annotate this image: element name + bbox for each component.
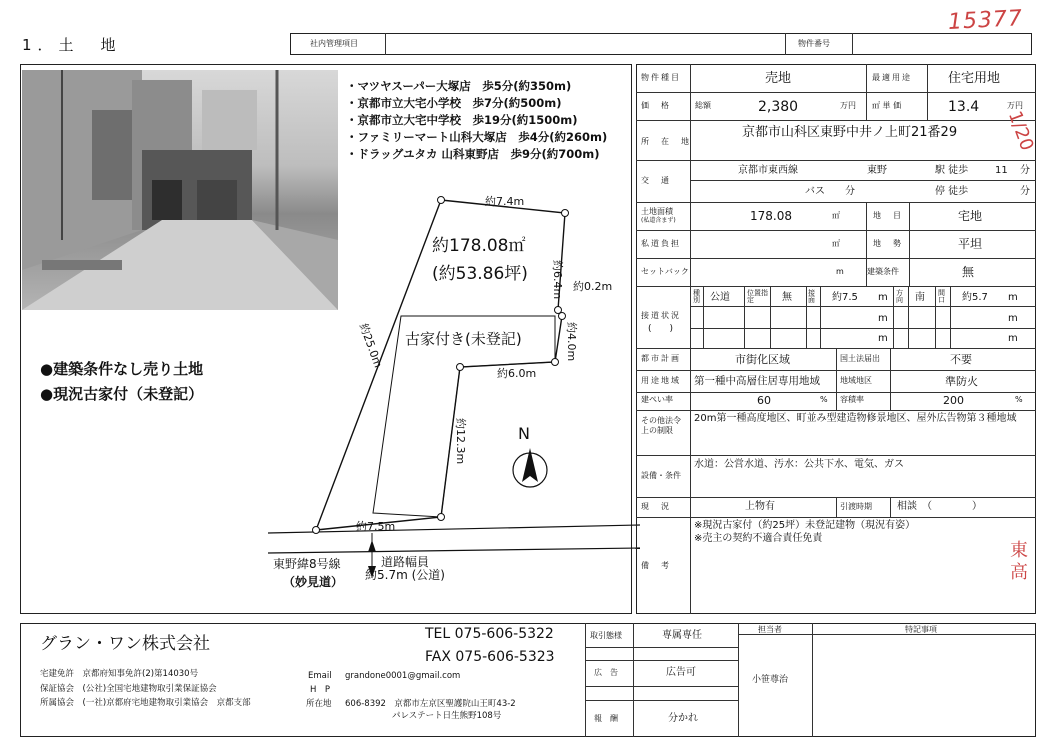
contact-dir-1: 南 <box>915 292 925 303</box>
edge-left: 約25.0m <box>356 321 385 370</box>
setback-unit: m <box>836 267 844 276</box>
nearby-item: ・ドラッグユタカ 山科東野店 歩9分(約700m) <box>346 147 600 161</box>
nearby-item: ・ファミリーマート山科大塚店 歩4分(約260m) <box>346 130 608 144</box>
mode-label: 取引態様 <box>590 631 622 640</box>
far-pct: % <box>1015 395 1023 404</box>
headline-no-condition: ●建築条件なし売り土地 <box>40 360 204 378</box>
fee-label: 報 酬 <box>594 714 618 723</box>
land-cat-label: 地 目 <box>873 211 903 220</box>
tel: TEL 075-606-5322 <box>425 626 554 642</box>
edge-inner-h: 約6.0m <box>497 367 537 380</box>
access-label: 交 通 <box>641 176 671 185</box>
zoning-value: 第一種中高層住居専用地域 <box>694 375 820 387</box>
mgmt-label: 社内管理項目 <box>310 39 358 48</box>
email-label: Email <box>308 671 332 681</box>
status-value: 上物有 <box>745 501 775 512</box>
edge-right-upper: 約6.4m <box>551 260 564 300</box>
person-value: 小笹尊治 <box>752 675 789 685</box>
best-use-value: 住宅用地 <box>948 71 1001 86</box>
handover-label: 引渡時期 <box>840 502 872 511</box>
plot-area-tsubo: (約53.86坪) <box>432 264 528 284</box>
other-law-label: その他法令上の制限 <box>641 416 681 435</box>
price-label: 価 格 <box>641 101 671 110</box>
contact-paren: ( ) <box>648 324 674 334</box>
per-m2-unit: 万円 <box>1007 101 1023 110</box>
bus-min-label: 分 <box>845 186 855 197</box>
station-label: 駅 徒歩 <box>935 165 969 176</box>
addr2: パレステート日生熊野108号 <box>392 711 502 721</box>
remark-item: ※売主の契約不適合責任免責 <box>694 533 823 544</box>
contact-m-3: m <box>878 333 888 344</box>
build-cond-label: 建築条件 <box>867 267 899 276</box>
per-m2-label: ㎡ 単 価 <box>872 101 902 110</box>
contact-m-2: m <box>878 313 888 324</box>
addr1: 606-8392 京都市左京区聖護院山王町43-2 <box>345 699 516 709</box>
road-name: 東野緯8号線 <box>273 557 341 571</box>
contact-m-1b: m <box>1008 292 1018 303</box>
walk-min: 11 <box>995 165 1008 176</box>
remarks-label: 備 考 <box>641 561 671 570</box>
handwritten-stamp: 東 高 <box>1010 540 1028 583</box>
price-unit: 万円 <box>840 101 856 110</box>
stop-min-label: 分 <box>1020 186 1030 197</box>
terrain-label: 地 勢 <box>873 239 903 248</box>
license: 宅建免許 京都府知事免許(2)第14030号 <box>40 669 199 679</box>
contact-m-3b: m <box>1008 333 1018 344</box>
zoning-label: 用途地域 <box>641 376 681 385</box>
road-width: 約5.7m (公道) <box>365 568 445 582</box>
addr-label: 所在地 <box>306 699 332 709</box>
contact-hdr-width: 接面 <box>808 289 815 304</box>
city-plan-value: 市街化区域 <box>735 353 790 366</box>
guarantee: 保証協会 (公社)全国宅地建物取引業保証協会 <box>40 684 217 694</box>
private-road-label: 私道負担 <box>641 239 681 248</box>
contact-hdr-frontage: 間口 <box>938 289 945 304</box>
location-value: 京都市山科区東野中井ノ上町21番29 <box>742 125 958 140</box>
contact-frontage-1: 約5.7 <box>962 292 988 303</box>
house-label: 古家付き(未登記) <box>405 330 522 348</box>
prop-no-label: 物件番号 <box>798 39 830 48</box>
nearby-item: ・京都市立大宅小学校 歩7分(約500m) <box>346 96 562 110</box>
handover-value: 相談 （ ） <box>897 501 982 512</box>
contact-designated-1: 無 <box>782 292 792 303</box>
private-road-unit: ㎡ <box>832 239 840 248</box>
land-area-value: 178.08 <box>750 209 792 223</box>
nat-land-value: 不要 <box>950 353 972 366</box>
land-area-unit: ㎡ <box>832 211 840 220</box>
plot-area: 約178.08㎡ <box>432 236 526 256</box>
north-label: N <box>518 424 530 443</box>
nearby-item: ・マツヤスーパー大塚店 歩5分(約350m) <box>346 79 572 93</box>
bcr-value: 60 <box>757 394 771 407</box>
line-value: 京都市東西線 <box>738 165 798 176</box>
per-m2-value: 13.4 <box>948 99 980 115</box>
nat-land-label: 国土法届出 <box>840 354 880 363</box>
contact-hdr-designated: 位置指定 <box>747 289 768 304</box>
other-law-value: 20m第一種高度地区、町並み型建造物修景地区、屋外広告物第３種地域 <box>694 413 1017 424</box>
best-use-label: 最適用途 <box>872 73 912 82</box>
contact-hdr-dir: 方向 <box>896 289 903 304</box>
land-area-label: 土地面積 <box>641 207 673 216</box>
price-total: 2,380 <box>758 99 799 115</box>
contact-hdr-kind: 種別 <box>693 289 700 304</box>
far-label: 容積率 <box>840 395 864 404</box>
association: 所属協会 (一社)京都府宅地建物取引業協会 京都支部 <box>40 698 251 708</box>
section-title: 1．土 地 <box>22 36 122 54</box>
facilities-label: 設備・条件 <box>641 471 681 480</box>
fee-value: 分かれ <box>668 713 698 724</box>
far-value: 200 <box>943 394 964 407</box>
remark-item: ※現況古家付（約25坪）未登記建物（現況有姿） <box>694 520 916 531</box>
ad-label: 広 告 <box>594 668 618 677</box>
setback-label: セットバック <box>641 267 689 276</box>
min-label: 分 <box>1020 165 1030 176</box>
status-label: 現 況 <box>641 502 671 511</box>
district-value: 準防火 <box>945 375 978 388</box>
email: grandone0001@gmail.com <box>345 671 461 681</box>
contact-label: 接道状況 <box>641 311 681 320</box>
fax: FAX 075-606-5323 <box>425 649 555 665</box>
edge-top: 約7.4m <box>485 195 525 208</box>
location-label: 所 在 地 <box>641 137 691 146</box>
handwritten-number: 15377 <box>947 6 1024 35</box>
terrain-value: 平坦 <box>958 237 983 251</box>
ad-value: 広告可 <box>666 667 696 678</box>
land-cat-value: 宅地 <box>958 209 983 223</box>
remarks <box>694 519 915 545</box>
nearby-item: ・京都市立大宅中学校 歩19分(約1500m) <box>346 113 578 127</box>
edge-inner-v: 約12.3m <box>454 418 467 465</box>
city-plan-label: 都市計画 <box>641 354 681 363</box>
edge-bottom: 約7.5m <box>356 520 396 533</box>
plot-diagram <box>0 0 640 600</box>
contact-width-1: 約7.5 <box>832 292 858 303</box>
notes-label: 特記事項 <box>905 625 937 634</box>
district-label: 地域地区 <box>840 376 872 385</box>
price-total-label: 総額 <box>695 101 711 110</box>
hp-label: H P <box>310 685 331 695</box>
stop-label: 停 徒歩 <box>935 186 969 197</box>
contact-m-1: m <box>878 292 888 303</box>
bcr-label: 建ぺい率 <box>641 395 673 404</box>
headline-old-house: ●現況古家付（未登記） <box>40 385 204 403</box>
bus-label: バス <box>805 186 825 197</box>
mode-value: 専属専任 <box>662 630 702 641</box>
road-alias: （妙見道） <box>283 575 344 589</box>
edge-step: 約0.2m <box>573 280 613 293</box>
land-area-sub: (私道含まず) <box>641 217 676 224</box>
bcr-pct: % <box>820 395 828 404</box>
type-value: 売地 <box>765 71 792 86</box>
company-name: グラン・ワン株式会社 <box>40 634 210 654</box>
edge-right-mid: 約4.0m <box>565 322 578 362</box>
person-label: 担当者 <box>758 625 782 634</box>
handwritten-note: 1/20 <box>1003 108 1038 154</box>
facilities-value: 水道：公営水道、汚水：公共下水、電気、ガス <box>694 459 904 470</box>
build-cond-value: 無 <box>962 265 975 279</box>
type-label: 物件種目 <box>641 73 681 82</box>
contact-type-1: 公道 <box>710 292 730 303</box>
contact-m-2b: m <box>1008 313 1018 324</box>
station-value: 東野 <box>867 165 887 176</box>
road-width-label: 道路幅員 <box>381 555 430 569</box>
